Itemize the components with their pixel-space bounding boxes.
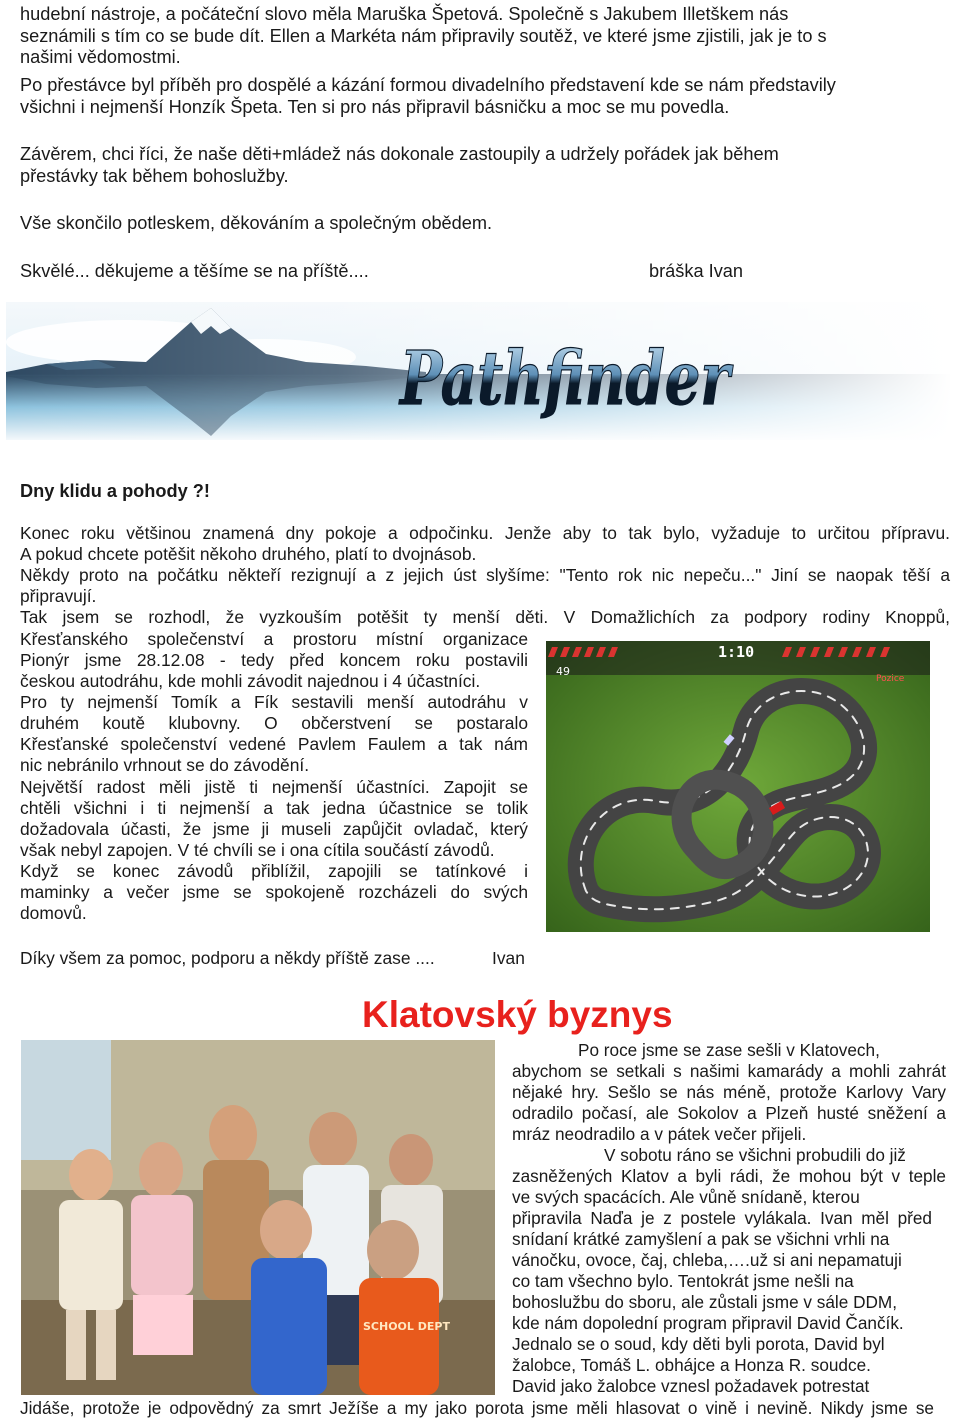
- race-hud-right: Pozice: [876, 674, 905, 684]
- article-line: nic nebránilo vrhnout se do závodění.: [20, 755, 310, 775]
- article-title: Dny klidu a pohody ?!: [20, 481, 210, 501]
- article-line: maminky a večer jsme se spokojeně rozcházeli do svých: [20, 882, 528, 902]
- intro-line: hudební nástroje, a počáteční slovo měla Maruška Špetová. Společně s Jakubem Illetškem nás: [20, 4, 789, 24]
- article-line: připravují.: [20, 586, 97, 606]
- intro-signature: bráška Ivan: [649, 261, 744, 281]
- article-line: snídaní krátké zamyšlení a pak se všichni vrhli na: [512, 1229, 890, 1249]
- article-line: odradilo počasí, ale Sokolov a Plzeň husté sněžení a: [512, 1103, 946, 1123]
- article-title: Klatovský byznys: [362, 994, 673, 1035]
- article-line: Po roce jsme se zase sešli v Klatovech,: [578, 1040, 880, 1060]
- article-line: Křesťanského společenství a prostoru místní organizace: [20, 629, 528, 649]
- article-line: co tam všechno bylo. Tentokrát jsme nešli na: [512, 1271, 854, 1291]
- article-line: A pokud chcete potěšit někoho druhého, platí to dvojnásob.: [20, 544, 477, 564]
- pathfinder-banner-graphic: [6, 302, 952, 440]
- article-line: Největší radost měli jistě ti nejmenší účastníci. Zapojit se: [20, 777, 528, 797]
- article-line: druhém koutě klubovny. O občerstvení se postaralo: [20, 713, 528, 733]
- children-photo: [21, 1040, 495, 1395]
- photo-shirt-text: SCHOOL DEPT: [363, 1320, 450, 1333]
- article-thanks: Díky všem za pomoc, podporu a někdy příště zase ....: [20, 948, 435, 968]
- article-line: Tak jsem se rozhodl, že vyzkouším potěšit ty menší děti. V Domažlichích za podpory rodiny Knoppů,: [20, 607, 950, 627]
- article-line: nějaké hry. Sešlo se nás méně, protože Karlovy Vary: [512, 1082, 946, 1102]
- article-line: zasněžených Klatov a byli rádi, že mohou být v teple: [512, 1166, 946, 1186]
- intro-line: Po přestávce byl příběh pro dospělé a kázání formou divadelního představení kde se nám představily: [20, 75, 836, 95]
- article-line: Křesťanské společenství vedené Pavlem Faulem a tak nám: [20, 734, 528, 754]
- article-line: však nebyl zapojen. V té chvíli se i ona cítila součástí závodů.: [20, 840, 495, 860]
- article-line: Jidáše, protože je odpovědný za smrt Ježíše a my jako porota jsme měli hlasovat o vině i nevině. Nikdy jsme se: [20, 1398, 934, 1418]
- article-line: Někdy proto na počátku někteří rezignují a z jejich úst slyšíme: "Tento rok nic nepeču..." Jiní se naopak těší a: [20, 565, 950, 585]
- article-line: Pro ty nejmenší Tomík a Fík sestavili menší autodráhu v: [20, 692, 528, 712]
- intro-line: našimi vědomostmi.: [20, 47, 181, 67]
- intro-line: všichni i nejmenší Honzík Špeta. Ten si pro nás připravil básničku a moc se mu povedla.: [20, 96, 730, 117]
- article-line: V sobotu ráno se všichni probudili do již: [604, 1145, 906, 1165]
- article-line: připravila Naďa je z postele vylákala. Ivan měl před: [512, 1208, 932, 1228]
- race-game-image: [546, 641, 930, 932]
- article-line: mráz neodradilo a v pátek večer přijeli.: [512, 1124, 807, 1144]
- race-timer: 1:10: [718, 643, 755, 661]
- article-line: ve svých spacácích. Ale vůně snídaně, kterou: [512, 1187, 860, 1207]
- article-line: abychom se setkali s našimi kamarády a mohli zahrát: [512, 1061, 946, 1081]
- intro-closing: Skvělé... děkujeme a těšíme se na příště....: [20, 261, 369, 281]
- intro-line: Závěrem, chci říci, že naše děti+mládež nás dokonale zastoupily a udržely pořádek jak během: [20, 144, 779, 164]
- article-line: žalobce, Tomáš L. obhájce a Honza R. soudce.: [512, 1355, 871, 1375]
- article-line: vánočku, ovoce, čaj, chleba,….už si ani nepamatuji: [512, 1250, 902, 1270]
- article-line: Jednalo se o soud, kdy děti byli porota, David byl: [512, 1334, 885, 1354]
- race-track-graphic: [546, 641, 930, 932]
- article-line: kde nám dopolední program připravil David Čančík.: [512, 1313, 904, 1333]
- intro-line: seznámili s tím co se bude dít. Ellen a Markéta nám připravily soutěž, ve které jsme zjistili, jak je to s: [20, 25, 827, 46]
- intro-line: Vše skončilo potleskem, děkováním a společným obědem.: [20, 213, 493, 233]
- race-hud-left: 49: [556, 665, 570, 678]
- article-line: českou autodráhu, kde mohli závodit najednou i 4 účastníci.: [20, 671, 481, 691]
- article-line: David jako žalobce vznesl požadavek potrestat: [512, 1376, 870, 1396]
- article-line: chtěli všichni i ti nejmenší a tak jedna účastnice se tolik: [20, 798, 528, 818]
- article-line: Pionýr jsme 28.12.08 - tedy před koncem roku postavili: [20, 650, 528, 670]
- article-line: domovů.: [20, 903, 87, 923]
- children-photo-graphic: [21, 1040, 495, 1395]
- article-line: Konec roku většinou znamená dny pokoje a odpočinku. Jenže aby to tak bylo, vyžaduje to určitou přípravu.: [20, 523, 950, 543]
- article-line: dožadovala účasti, že jsme ji museli zapůjčit ovladač, který: [20, 819, 528, 839]
- pathfinder-banner: [6, 302, 952, 440]
- article-signature: Ivan: [492, 948, 525, 968]
- svg-text:Pathfinder: Pathfinder: [398, 336, 734, 422]
- pathfinder-logo: [398, 336, 733, 422]
- intro-line: přestávky tak během bohoslužby.: [20, 166, 289, 186]
- article-line: Když se konec závodů přiblížil, zapojili se tatínkové i: [20, 861, 528, 881]
- article-line: bohoslužbu do sboru, ale zůstali jsme v sále DDM,: [512, 1292, 897, 1312]
